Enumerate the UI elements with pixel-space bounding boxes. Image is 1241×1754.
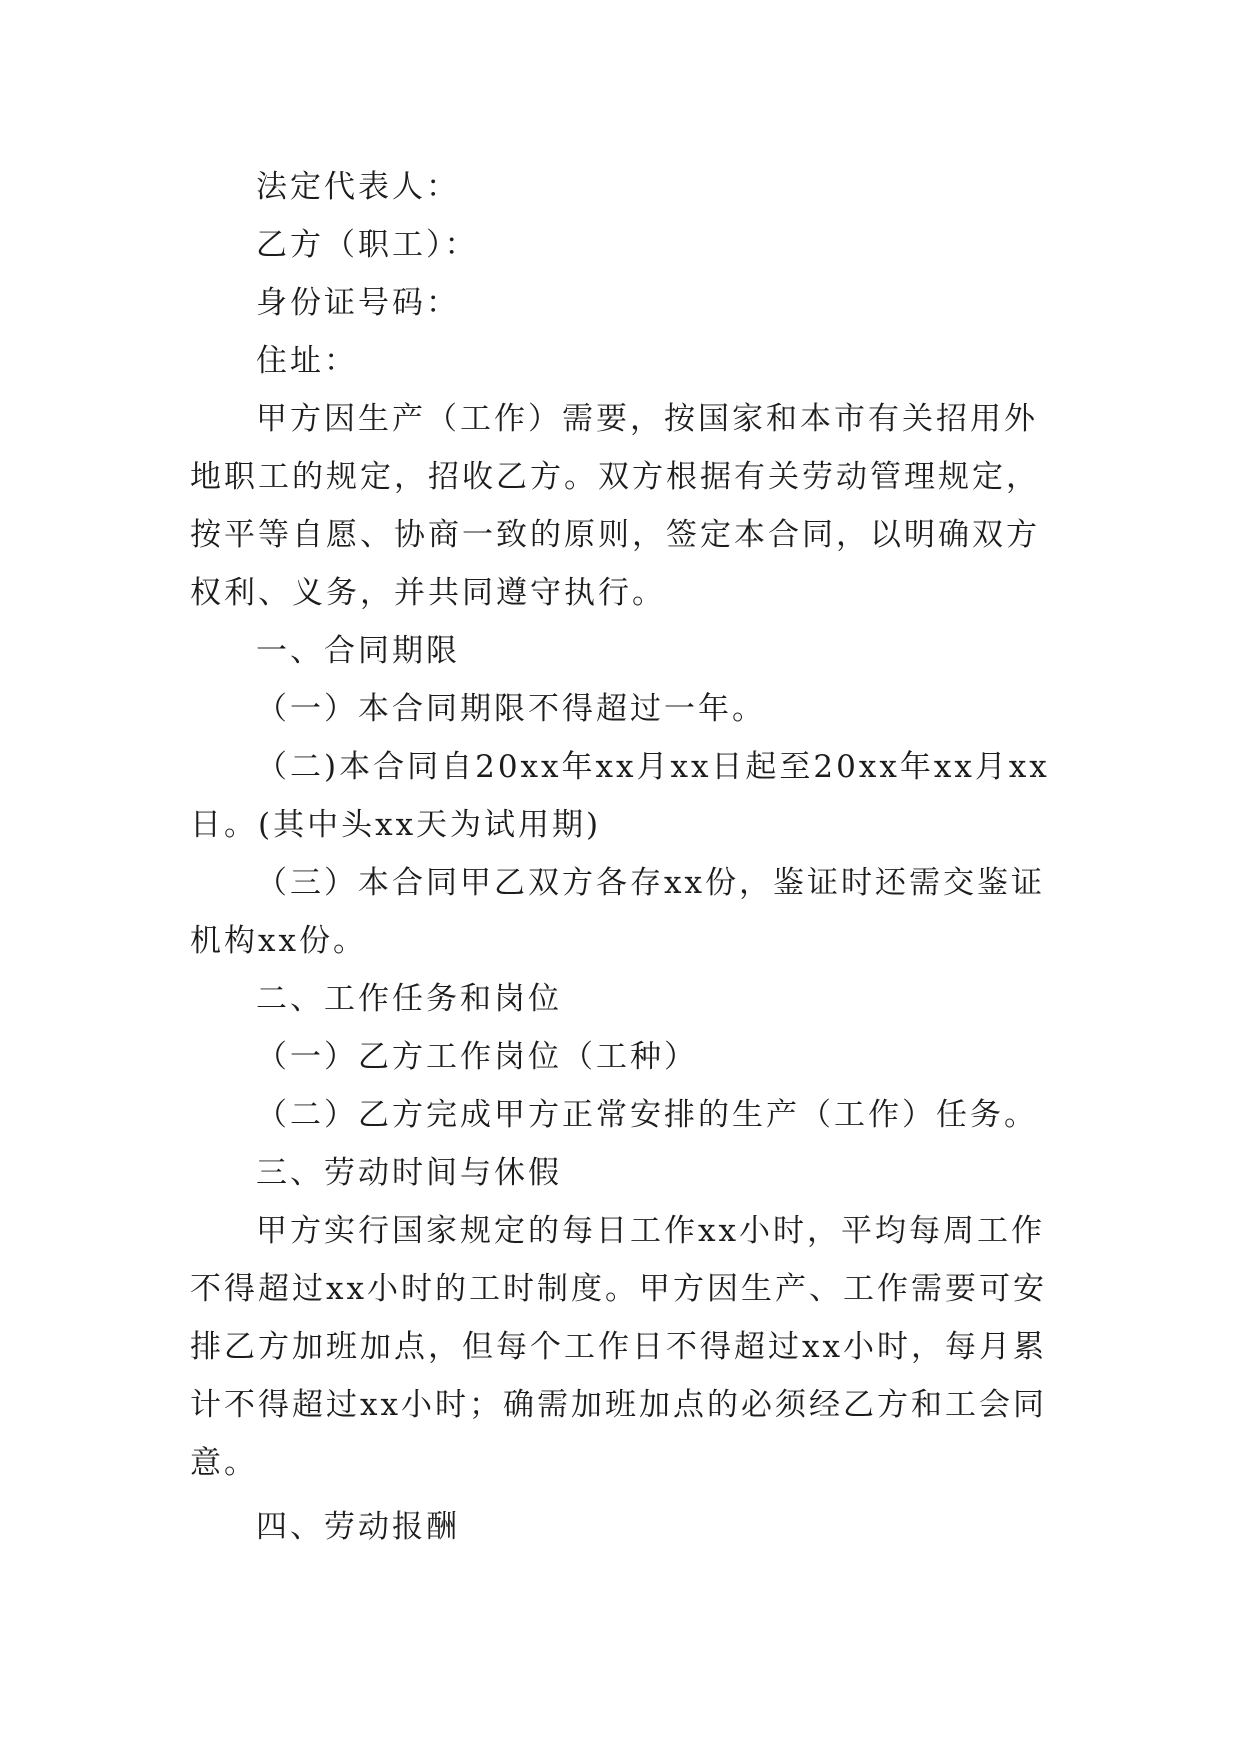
clause-duties-1: （一）乙方工作岗位（工种） <box>256 1039 698 1075</box>
field-legal-representative: 法定代表人： <box>256 169 460 205</box>
clause-term-2: （二)本合同自20xx年xx月xx日起至20xx年xx月xx日。(其中头xx天为试用期) <box>190 749 1050 843</box>
section-heading-pay: 四、劳动报酬 <box>256 1509 460 1545</box>
clause-duties-2: （二）乙方完成甲方正常安排的生产（工作）任务。 <box>256 1097 1038 1133</box>
field-party-b: 乙方（职工）： <box>256 227 479 263</box>
field-address: 住址： <box>256 343 358 379</box>
clause-hours-paragraph: 甲方实行国家规定的每日工作xx小时，平均每周工作不得超过xx小时的工时制度。甲方因生产、工作需要可安排乙方加班加点，但每个工作日不得超过xx小时，每月累计不得超过xx小时；确需加班加点的必须经乙方和工会同意。 <box>190 1213 1047 1481</box>
preamble-paragraph: 甲方因生产（工作）需要，按国家和本市有关招用外地职工的规定，招收乙方。双方根据有关劳动管理规定，按平等自愿、协商一致的原则，签定本合同，以明确双方权利、义务，并共同遵守执行。 <box>190 401 1040 611</box>
clause-term-1: （一）本合同期限不得超过一年。 <box>256 691 766 727</box>
section-heading-duties: 二、工作任务和岗位 <box>256 981 562 1017</box>
section-heading-hours: 三、劳动时间与休假 <box>256 1155 562 1191</box>
clause-term-3: （三）本合同甲乙双方各存xx份，鉴证时还需交鉴证机构xx份。 <box>190 865 1045 959</box>
section-heading-term: 一、合同期限 <box>256 633 460 669</box>
field-id-number: 身份证号码： <box>256 285 460 321</box>
document-body <box>190 158 1060 1556</box>
